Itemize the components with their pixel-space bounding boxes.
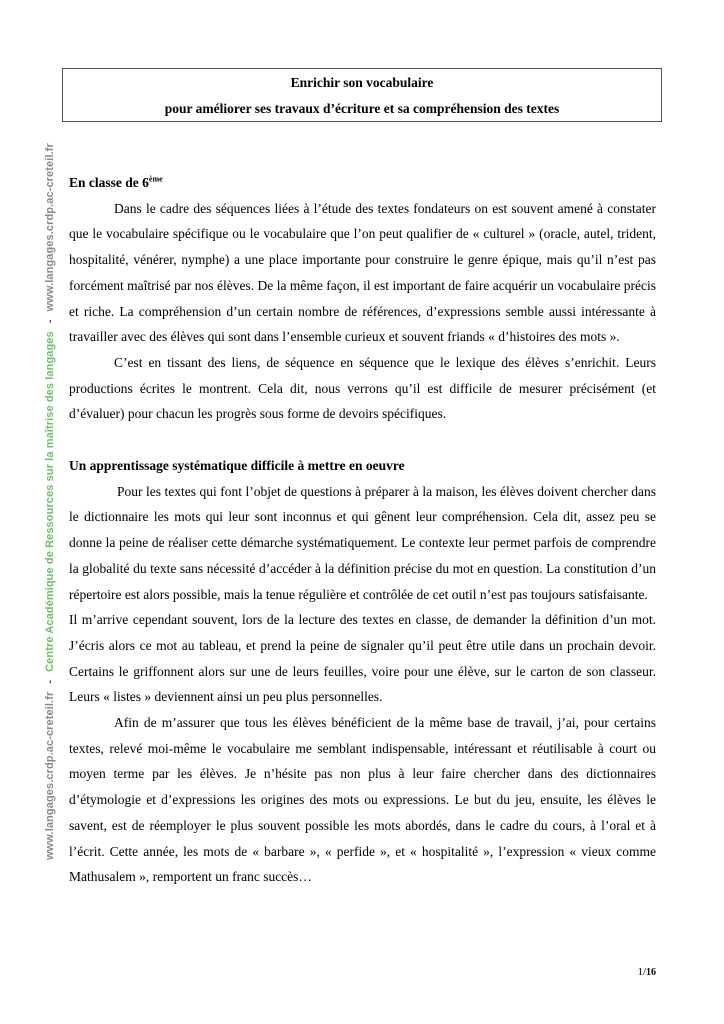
section-heading-apprentissage: Un apprentissage systématique difficile à mettre en oeuvre [69,458,405,474]
section-heading-classe [69,170,656,196]
side-watermark [44,143,56,860]
watermark-url-bottom[interactable]: www.langages.crdp.ac-creteil.fr [44,691,56,860]
paragraph: Pour les textes qui font l’objet de questions à préparer à la maison, les élèves doivent chercher dans le dictionnaire les mots qui leur sont inconnus et qui gênent leur compréhension. Cela dit, assez peu se donne la peine de réaliser cette démarche systématiquement. Le contexte leur permet parfois de comprendre la globalité du texte sans nécessité d’accéder à la définition précise du mot en question. La constitution d’un répertoire est alors possible, mais la tenue régulière et contrôlée de cet outil n’est pas toujours satisfaisante. [69,483,656,602]
watermark-separator: - [44,679,56,684]
heading-superscript: ème [148,174,163,184]
document-title-box [62,68,662,122]
paragraph: Dans le cadre des séquences liées à l’étude des textes fondateurs on est souvent amené à constater que le vocabulaire spécifique ou le vocabulaire que l’on peut qualifier de « culturel » (oracle, autel, trident, hospitalité, vénérer, nymphe) a une place importante pour construire le genre épique, mais qu’il n’est pas forcément maîtrisé par nos élèves. De la même façon, il est important de faire acquérir un vocabulaire précis et riche. La compréhension d’un certain nombre de références, d’expressions semble aussi intéressante à travailler avec des élèves qui sont dans l’ensemble curieux et souvent friands « d’histoires des mots ». [69,200,656,345]
paragraph: Afin de m’assurer que tous les élèves bénéficient de la même base de travail, j’ai, pour certains textes, relevé moi-même le vocabulaire me semblant indispensable, intéressant et réutilisable à court ou moyen terme par les élèves. Je n’hésite pas non plus à leur faire chercher dans des dictionnaires d’étymologie et d’expressions les origines des mots ou expressions. Le but du jeu, ensuite, les élèves le savent, est de réemployer le plus souvent possible les mots abordés, dans le cadre du cours, à l’oral et à l’écrit. Cette année, les mots de « barbare », « perfide », et « hospitalité », l’expression « vieux comme Mathusalem », remportent un franc succès… [69,715,656,885]
paragraph: C’est en tissant des liens, de séquence en séquence que le lexique des élèves s’enrichit. Leurs productions écrites le montrent. Cela dit, nous verrons qu’il est difficile de mesurer précisément (et d’évaluer) pour chacun les progrès sous forme de devoirs spécifiques. [69,354,656,422]
page-current: 1/ [637,966,646,978]
page-total: 16 [646,967,656,978]
watermark-url-top[interactable]: www.langages.crdp.ac-creteil.fr [44,143,56,312]
watermark-organization: Centre Académique de Ressources sur la maîtrise des langages [44,331,56,672]
page-number [637,966,656,978]
watermark-separator: - [44,319,56,324]
section-heading-text: En classe de 6 [69,175,149,190]
document-title: Enrichir son vocabulaire [290,75,434,90]
paragraph: Il m’arrive cependant souvent, lors de la lecture des textes en classe, de demander la définition d’un mot. J’écris alors ce mot au tableau, et prend la peine de signaler qu’il peut être utile dans un prochain devoir. Certains le griffonnent alors sur une de leurs feuilles, voire pour une élève, sur le carton de son classeur. Leurs « listes » deviennent ainsi un peu plus personnelles. [69,612,656,705]
document-body [69,170,656,890]
document-subtitle: pour améliorer ses travaux d’écriture et sa compréhension des textes [164,101,560,116]
